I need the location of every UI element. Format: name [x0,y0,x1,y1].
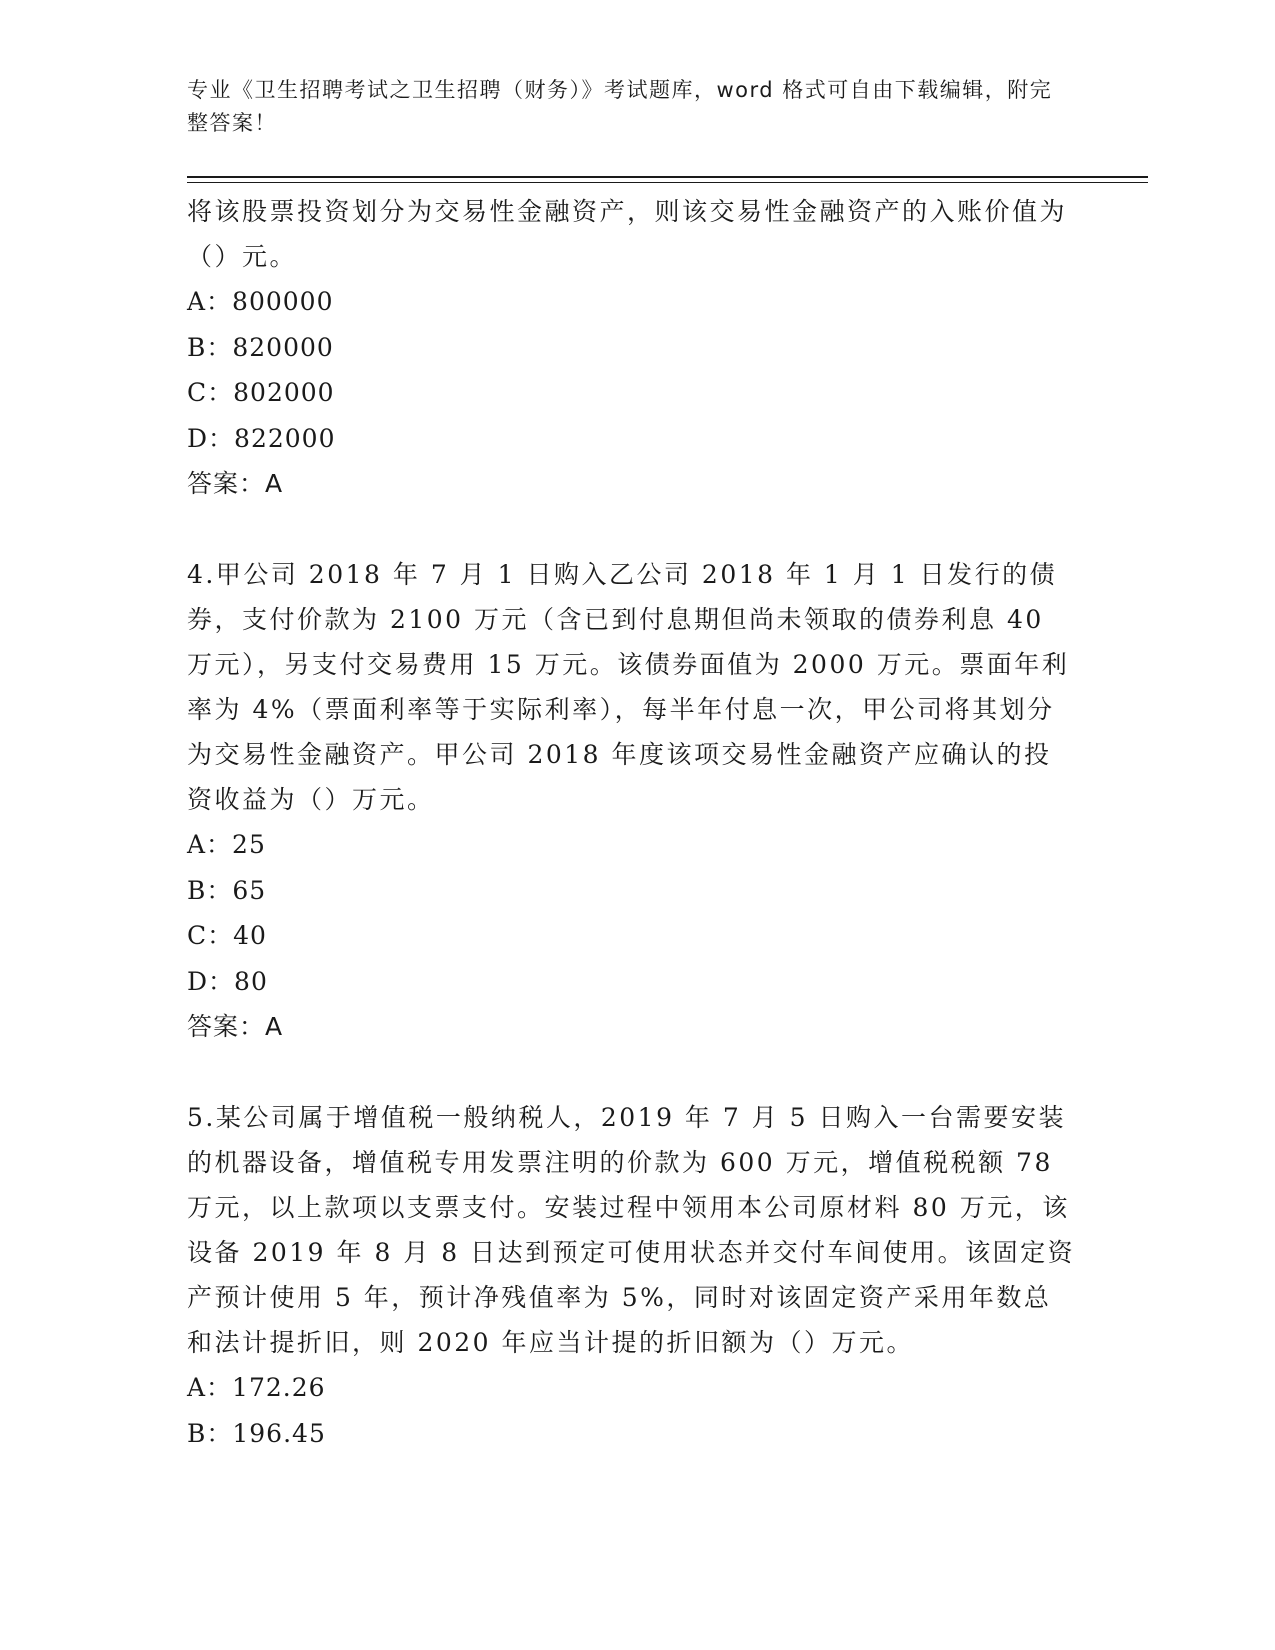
option-d: D：822000 [187,423,336,453]
question-5 [187,1095,1077,1456]
question-4 [187,552,1077,1049]
question-stem: 将该股票投资划分为交易性金融资产，则该交易性金融资产的入账价值为（）元。 [187,197,1068,271]
question-stem: 5.某公司属于增值税一般纳税人，2019 年 7 月 5 日购入一台需要安装的机器设备，增值税专用发票注明的价款为 600 万元，增值税税额 78 万元，以上款项以支票支付。安装过程中领用本公司原材料 80 万元，该设备 2019 年 8 月 8 日达到预定可使用状态并交付车间使用。该固定资产预计使用 5 年，预计净残值率为 5%，同时对该固定资产采用年数总和法计提折旧，则 2020 年应当计提的折旧额为（）万元。 [187,1103,1076,1357]
question-content [187,189,1077,1456]
option-a: A：172.26 [187,1373,326,1402]
document-header: 专业《卫生招聘考试之卫生招聘（财务）》考试题库，word 格式可自由下载编辑，附完整答案！ [187,78,1053,135]
answer-line: 答案：A [187,1012,284,1041]
option-c: C：40 [187,921,267,950]
answer-line: 答案：A [187,469,284,498]
option-d: D：80 [187,966,268,996]
option-a: A：25 [187,830,266,859]
option-a: A：800000 [187,287,334,316]
option-b: B：65 [187,875,267,905]
option-c: C：802000 [187,378,335,407]
header-divider-thick [187,176,1148,178]
option-b: B：820000 [187,332,334,362]
option-b: B：196.45 [187,1418,326,1448]
question-spacer [187,506,1077,552]
header-divider-thin [187,182,1148,183]
question-3 [187,189,1077,506]
question-spacer [187,1049,1077,1095]
question-stem: 4.甲公司 2018 年 7 月 1 日购入乙公司 2018 年 1 月 1 日发行的债券，支付价款为 2100 万元（含已到付息期但尚未领取的债券利息 40 万元），另支付交易费用 15 万元。该债券面值为 2000 万元。票面年利率为 4%（票面利率等于实际利率），每半年付息一次，甲公司将其划分为交易性金融资产。甲公司 2018 年度该项交易性金融资产应确认的投资收益为（）万元。 [187,560,1070,814]
